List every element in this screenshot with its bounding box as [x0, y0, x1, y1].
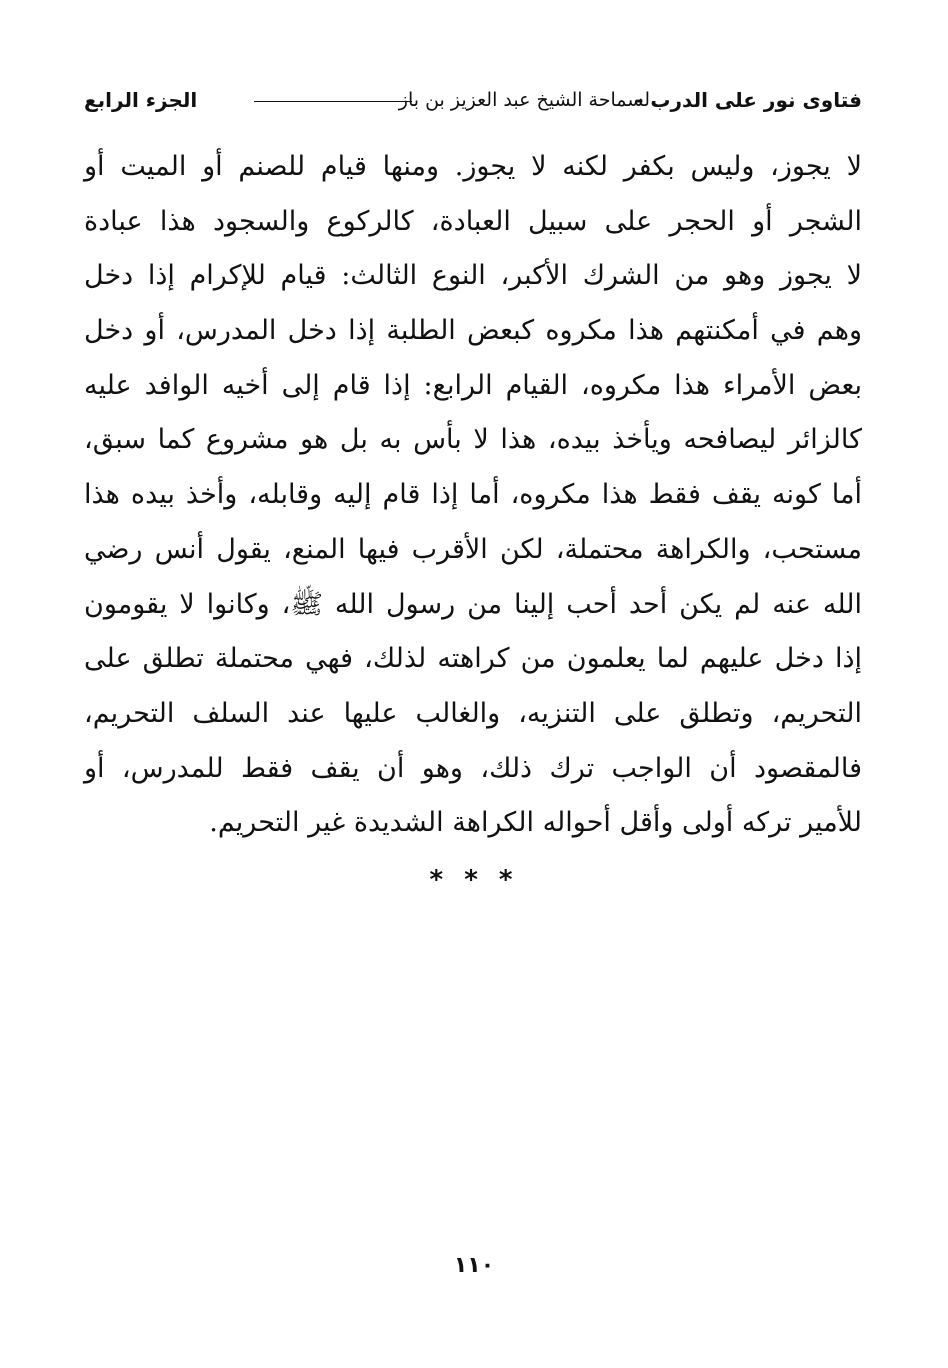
text-line: التحريم، وتطلق على التنزيه، والغالب عليها عند السلف التحريم، — [84, 697, 862, 729]
text-line: للأمير تركه أولى وأقل أحواله الكراهة الشديدة غير التحريم. — [209, 807, 862, 839]
text-line: الشجر أو الحجر على سبيل العبادة، كالركوع والسجود هذا عبادة — [84, 205, 862, 237]
text-line: فالمقصود أن الواجب ترك ذلك، وهو أن يقف فقط للمدرس، أو — [84, 752, 862, 784]
header-book-title: فتاوى نور على الدرب - — [635, 88, 862, 112]
text-line: لا يجوز، وليس بكفر لكنه لا يجوز. ومنها قيام للصنم أو الميت أو — [84, 151, 862, 182]
text-line: بعض الأمراء هذا مكروه، القيام الرابع: إذا قام إلى أخيه الوافد عليه — [84, 369, 862, 401]
text-line: لا يجوز وهو من الشرك الأكبر، النوع الثالث: قيام للإكرام إذا دخل — [84, 260, 862, 292]
section-separator: * * * — [429, 865, 519, 895]
text-line: وهم في أمكنتهم هذا مكروه كبعض الطلبة إذا دخل المدرس، أو دخل — [84, 315, 862, 347]
body-text — [84, 140, 862, 851]
text-line: كالزائر ليصافحه ويأخذ بيده، هذا لا بأس به بل هو مشروع كما سبق، — [84, 424, 862, 456]
running-header — [84, 80, 862, 120]
text-line: مستحب، والكراهة محتملة، لكن الأقرب فيها المنع، يقول أنس رضي — [84, 533, 862, 565]
header-volume: الجزء الرابع — [84, 88, 198, 112]
text-line: إذا دخل عليهم لما يعلمون من كراهته لذلك، فهي محتملة تطلق على — [84, 643, 862, 675]
text-line: الله عنه لم يكن أحد أحب إلينا من رسول الله ﷺ، وكانوا لا يقومون — [84, 588, 862, 620]
text-line: أما كونه يقف فقط هذا مكروه، أما إذا قام إليه وقابله، وأخذ بيده هذا — [84, 479, 862, 511]
page-number: ١١٠ — [453, 1253, 495, 1278]
header-author: لسماحة الشيخ عبد العزيز بن باز — [398, 89, 650, 111]
header-rule — [254, 101, 412, 102]
